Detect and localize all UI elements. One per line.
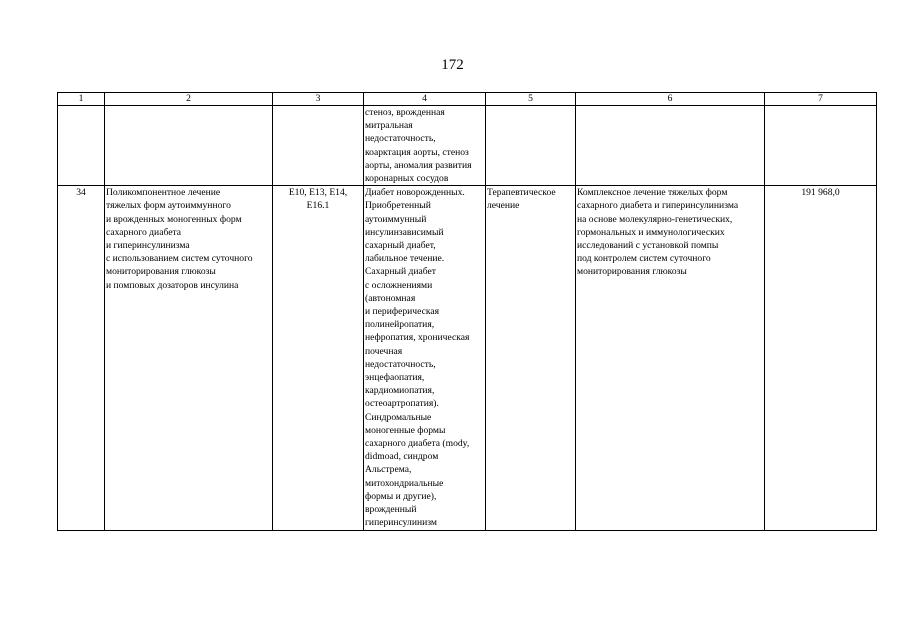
medical-care-table [57, 92, 877, 531]
text-line: лечение [487, 200, 520, 212]
cell-model-continued [364, 106, 486, 186]
text-line: моногенные формы [365, 424, 446, 436]
header-row [58, 93, 877, 106]
text-line: сахарного диабета и гиперинсулинизма [577, 200, 739, 212]
text-line: гиперинсулинизм [365, 517, 437, 529]
header-cell-4: 4 [364, 93, 486, 106]
text-line: и врожденных моногенных форм [106, 213, 242, 225]
cell-cost: 191 968,0 [765, 186, 877, 530]
text-line: митральная [365, 120, 413, 132]
text-line: недостаточность, [365, 133, 436, 145]
text-line: остеоартропатия). [365, 398, 439, 410]
cell-cost-empty [765, 106, 877, 186]
text-line: Диабет новорожденных. [365, 187, 465, 199]
text-line: кардиомиопатия, [365, 385, 435, 397]
text-line: полинейропатия, [365, 319, 435, 331]
text-line: E16.1 [306, 200, 330, 212]
text-line: и гиперинсулинизма [106, 240, 190, 252]
cell-code-empty [273, 106, 364, 186]
cell-number: 34 [58, 186, 105, 530]
text-line: с осложнениями [365, 279, 433, 291]
text-line: на основе молекулярно-генетических, [577, 213, 733, 225]
text-line: мониторирования глюкозы [577, 266, 687, 278]
text-line: недостаточность, [365, 358, 436, 370]
cell-name-empty [105, 106, 273, 186]
text-line: Терапевтическое [487, 187, 556, 199]
text-line: Комплексное лечение тяжелых форм [577, 187, 728, 199]
cell-icd-codes [273, 186, 364, 530]
text-line: сахарного диабета (mody, [365, 438, 470, 450]
cell-type-empty [486, 106, 576, 186]
text-line: Приобретенный [365, 200, 431, 212]
cell-method-empty [576, 106, 765, 186]
text-line: тяжелых форм аутоиммунного [106, 200, 231, 212]
header-cell-7: 7 [765, 93, 877, 106]
cell-patient-model [364, 186, 486, 530]
text-line: (автономная [365, 292, 416, 304]
text-line: почечная [365, 345, 403, 357]
table-row-34 [58, 186, 877, 530]
page-number: 172 [441, 57, 464, 73]
text-line: исследований с установкой помпы [577, 240, 719, 252]
text-line: с использованием систем суточного [106, 253, 253, 265]
header-cell-1: 1 [58, 93, 105, 106]
text-line: Поликомпонентное лечение [106, 187, 221, 199]
text-line: формы и другие), [365, 490, 437, 502]
text-line: гормональных и иммунологических [577, 226, 725, 238]
text-line: нефропатия, хроническая [365, 332, 470, 344]
text-line: и помповых дозаторов инсулина [106, 279, 239, 291]
text-line: врожденный [365, 504, 417, 516]
text-line: митохондриальные [365, 477, 444, 489]
text-line: под контролем систем суточного [577, 253, 711, 265]
header-cell-6: 6 [576, 93, 765, 106]
cell-treatment-method [576, 186, 765, 530]
text-line: E10, E13, E14, [288, 187, 348, 199]
text-line: Сахарный диабет [365, 266, 436, 278]
text-line: аутоиммунный [365, 213, 427, 225]
cell-care-name [105, 186, 273, 530]
cell-number-empty [58, 106, 105, 186]
text-line: аорты, аномалия развития [365, 159, 472, 171]
text-line: Альстрема, [365, 464, 412, 476]
text-line: сахарного диабета [106, 226, 182, 238]
text-line: didmoad, синдром [365, 451, 439, 463]
cell-treatment-type [486, 186, 576, 530]
text-line: коронарных сосудов [365, 173, 449, 185]
text-line: лабильное течение. [365, 253, 445, 265]
text-line: сахарный диабет, [365, 240, 436, 252]
header-cell-3: 3 [273, 93, 364, 106]
text-line: энцефаопатия, [365, 372, 425, 384]
text-line: стеноз, врожденная [365, 107, 445, 118]
text-line: коарктация аорты, стеноз [365, 146, 469, 158]
text-line: и периферическая [365, 306, 440, 318]
text-line: мониторирования глюкозы [106, 266, 216, 278]
text-line: Синдромальные [365, 411, 432, 423]
header-cell-2: 2 [105, 93, 273, 106]
table-row-continued [58, 106, 877, 186]
text-line: инсулинзависимый [365, 226, 444, 238]
header-cell-5: 5 [486, 93, 576, 106]
